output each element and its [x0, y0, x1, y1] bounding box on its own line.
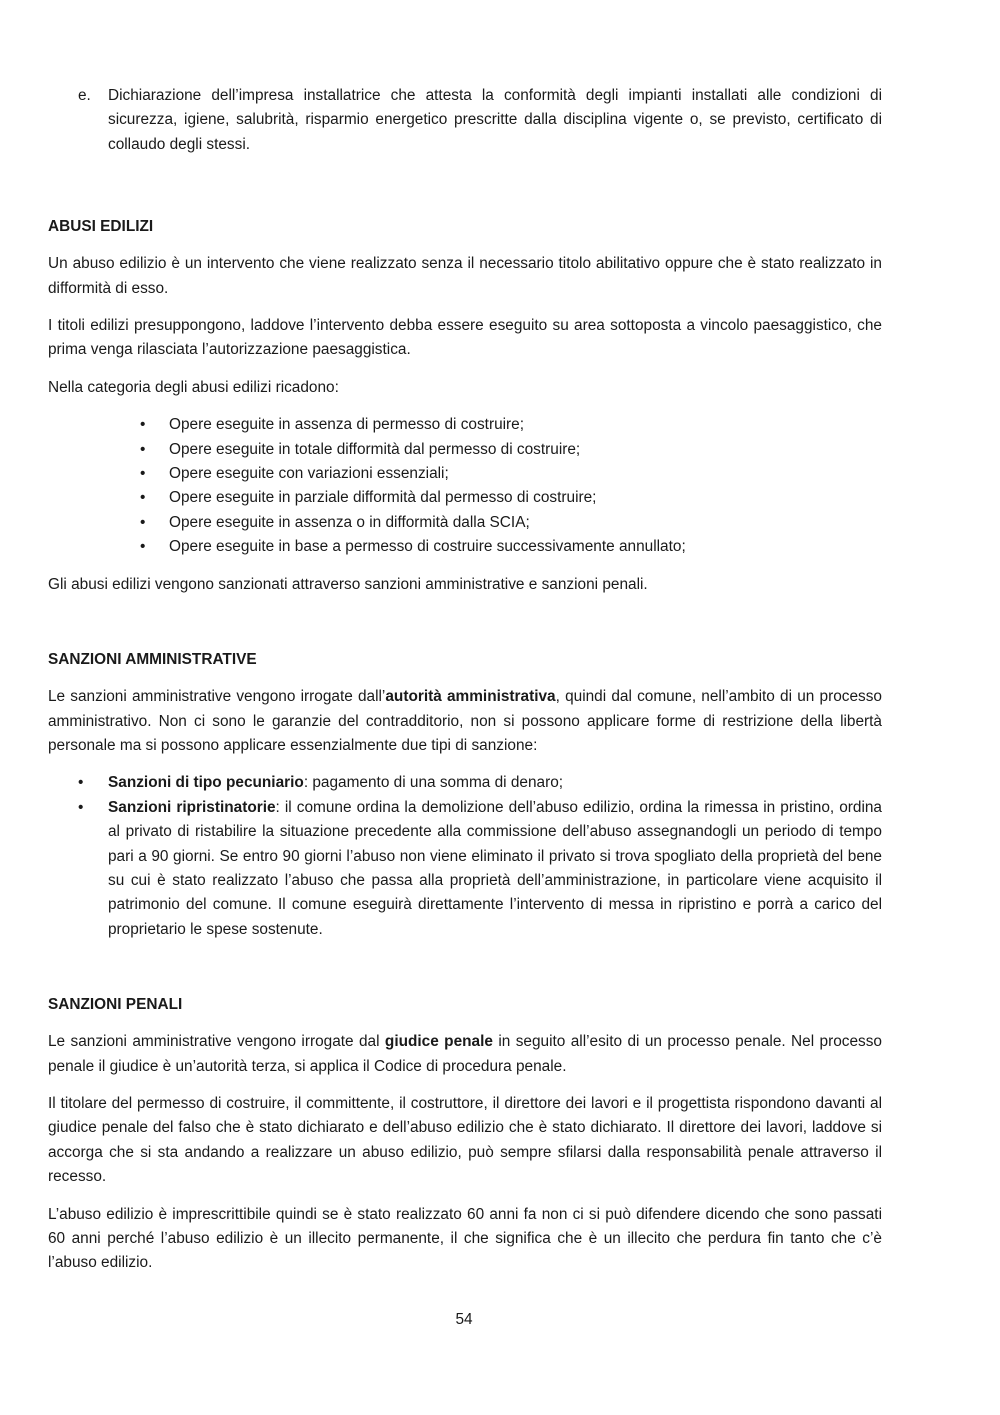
list-item: [48, 438, 882, 462]
abusi-list: [48, 413, 882, 559]
paragraph: [48, 1030, 882, 1079]
bullet: •: [140, 440, 146, 458]
text-run: , quindi dal comune, nell’ambito di un processo amministrativo. Non ci sono le garanzie del contradditorio, non si possono applicare forme di restrizione della libertà personale ma si possono applicare essenzialmente due tipi di sanzione:: [48, 688, 882, 754]
paragraph: Un abuso edilizio è un intervento che viene realizzato senza il necessario titolo abilitativo oppure che è stato realizzato in difformità di esso.: [48, 255, 882, 297]
text-run: : il comune ordina la demolizione dell’abuso edilizio, ordina la rimessa in pristino, ordina al privato di ristabilire la situazione precedente alla commissione dell’abuso assegnandogli un periodo di tempo pari a 90 giorni. Se entro 90 giorni l’abuso non viene eliminato il privato si trova spogliato della proprietà del bene su cui è stato realizzato l’abuso che passa alla proprietà dell’amministrazione, in particolare viene acquisito il patrimonio del comune. Il comune eseguirà direttamente l’intervento di messa in ripristino e porrà a carico del proprietario le spese sostenute.: [108, 798, 882, 938]
list-item: [48, 771, 882, 795]
text-run: Le sanzioni amministrative vengono irrogate dal: [48, 1033, 385, 1051]
list-item: [48, 511, 882, 535]
bullet: •: [78, 774, 84, 792]
paragraph: Nella categoria degli abusi edilizi ricadono:: [48, 378, 339, 396]
list-item-text: [108, 771, 882, 795]
list-marker: e.: [78, 87, 91, 104]
list-item-text: Dichiarazione dell’impresa installatrice che attesta la conformità degli impianti installati alle condizioni di sicurezza, igiene, salubrità, risparmio energetico prescritte dalla disciplina vigente o, se previsto, certificato di collaudo degli stessi.: [108, 87, 882, 153]
heading-sanzioni-amministrative: SANZIONI AMMINISTRATIVE: [48, 651, 257, 669]
text-run: Le sanzioni amministrative vengono irrogate dall’: [48, 688, 386, 706]
bold-text: Sanzioni di tipo pecuniario: [108, 774, 304, 792]
list-item-text: Opere eseguite in base a permesso di costruire successivamente annullato;: [169, 538, 686, 556]
list-item: [48, 462, 882, 486]
list-item: [48, 486, 882, 510]
sanzioni-list: [48, 771, 882, 942]
list-item: [48, 796, 882, 942]
bullet: •: [78, 798, 84, 816]
paragraph: [48, 685, 882, 758]
heading-sanzioni-penali: SANZIONI PENALI: [48, 996, 183, 1014]
bold-text: autorità amministrativa: [385, 688, 556, 706]
page-number: 54: [455, 1311, 473, 1328]
list-item-text: Opere eseguite in totale difformità dal permesso di costruire;: [169, 440, 581, 458]
bold-text: giudice penale: [384, 1033, 493, 1051]
list-item-text: Opere eseguite in parziale difformità dal permesso di costruire;: [169, 489, 597, 507]
heading-abusi-edilizi: ABUSI EDILIZI: [48, 218, 154, 236]
list-item: [48, 413, 882, 437]
list-item-e: [48, 84, 882, 157]
list-item-text: Opere eseguite in assenza o in difformità dalla SCIA;: [169, 513, 530, 531]
bullet: •: [140, 416, 146, 434]
list-item-text: Opere eseguite in assenza di permesso di costruire;: [169, 416, 525, 434]
bullet: •: [140, 538, 146, 556]
text-run: : pagamento di una somma di denaro;: [303, 774, 564, 792]
list-item: [48, 535, 882, 559]
bold-text: Sanzioni ripristinatorie: [108, 798, 276, 816]
bullet: •: [140, 513, 146, 531]
paragraph: Il titolare del permesso di costruire, il committente, il costruttore, il direttore dei lavori e il progettista rispondono davanti al giudice penale del falso che è stato dichiarato e dell’abuso edilizio che è stato dichiarato. Il direttore dei lavori, laddove si accorga che si sta andando a realizzare un abuso edilizio, può sempre sfilarsi dalla responsabilità penale attraverso il recesso.: [48, 1094, 882, 1186]
list-item-text: Opere eseguite con variazioni essenziali;: [169, 465, 449, 483]
list-item-text: [108, 796, 882, 942]
bullet: •: [140, 465, 146, 483]
text-run: in seguito all’esito di un processo penale. Nel processo penale il giudice è un’autorità terza, si applica il Codice di procedura penale.: [48, 1033, 882, 1075]
paragraph: Gli abusi edilizi vengono sanzionati attraverso sanzioni amministrative e sanzioni penali.: [48, 575, 648, 593]
bullet: •: [140, 489, 146, 507]
document-page: [48, 84, 882, 1276]
paragraph: I titoli edilizi presuppongono, laddove l’intervento debba essere eseguito su area sottoposta a vincolo paesaggistico, che prima venga rilasciata l’autorizzazione paesaggistica.: [48, 317, 882, 359]
paragraph: L’abuso edilizio è imprescrittibile quindi se è stato realizzato 60 anni fa non ci si può difendere dicendo che sono passati 60 anni perché l’abuso edilizio è un illecito permanente, il che significa che è un illecito che perdura fin tanto che c’è l’abuso edilizio.: [48, 1205, 882, 1272]
